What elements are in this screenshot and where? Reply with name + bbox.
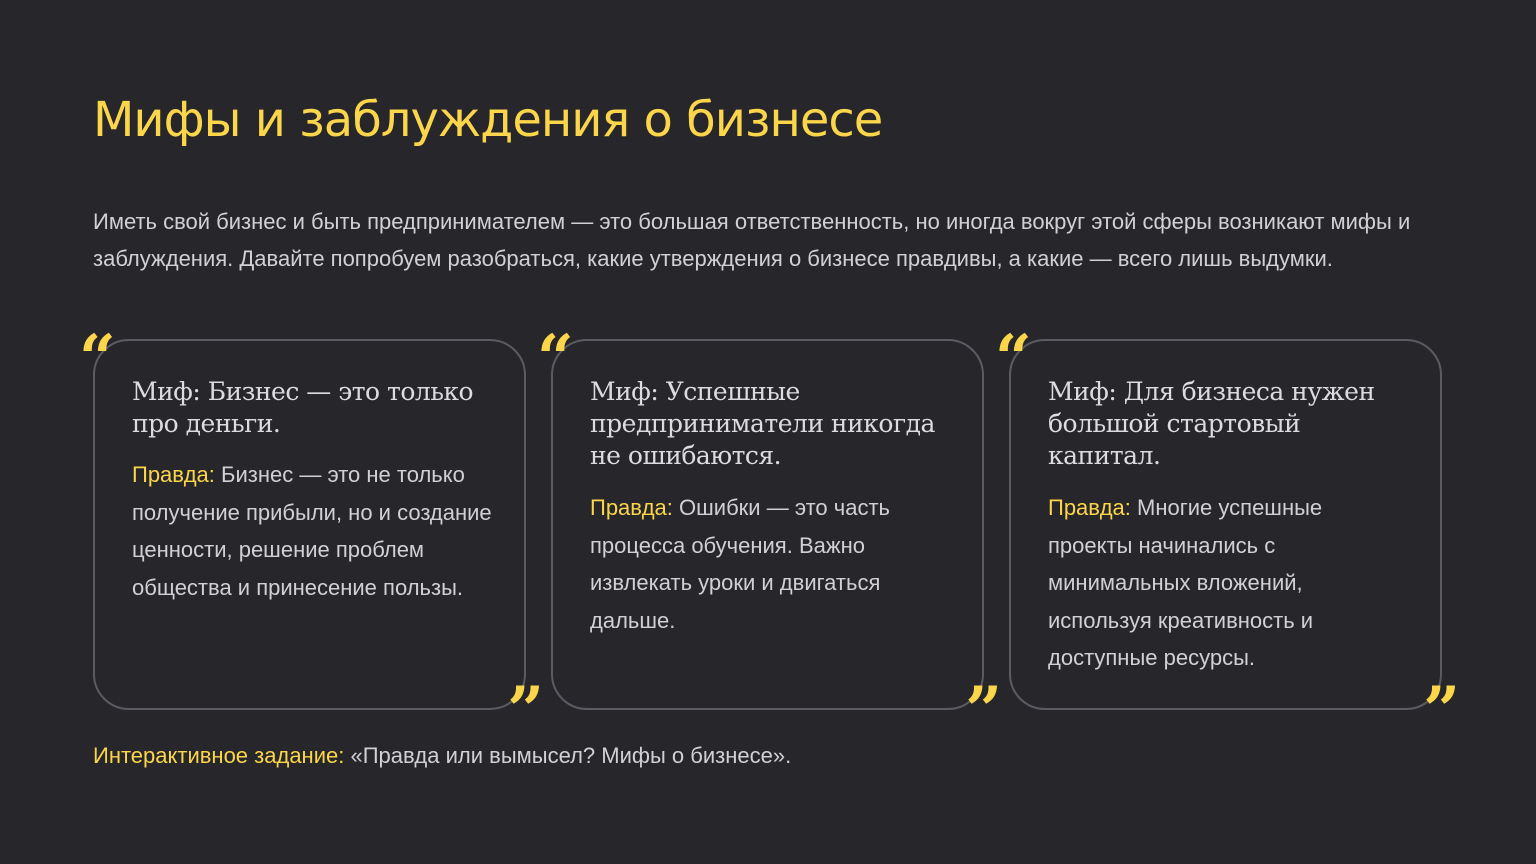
myth-statement: Миф: Бизнес — это только про деньги. [132, 377, 474, 438]
close-quote-icon: ” [507, 673, 541, 748]
myth-statement: Миф: Успешные предприниматели никогда не ошибаются. [590, 377, 935, 470]
myth-card-3 [995, 321, 1457, 748]
truth-label: Правда: [590, 495, 673, 520]
task-label: Интерактивное задание: [93, 743, 345, 768]
close-quote-icon: ” [1423, 673, 1457, 748]
myth-card-2 [537, 321, 999, 748]
close-quote-icon: ” [965, 673, 999, 748]
intro-paragraph: Иметь свой бизнес и быть предпринимателем — это большая ответственность, но иногда вокруг этой сферы возникают мифы и заблуждения. Давайте попробуем разобраться, какие утверждения о бизнесе правдивы, а какие — всего лишь выдумки. [93, 209, 1411, 271]
myth-statement: Миф: Для бизнеса нужен большой стартовый капитал. [1048, 377, 1375, 470]
truth-text: Ошибки — это часть процесса обучения. Важно извлекать уроки и двигаться дальше. [590, 495, 890, 633]
open-quote-icon: “ [537, 321, 571, 396]
slide-title: Мифы и заблуждения о бизнесе [93, 92, 883, 148]
task-text: «Правда или вымысел? Мифы о бизнесе». [344, 743, 792, 768]
truth-text: Многие успешные проекты начинались с минимальных вложений, используя креативность и доступные ресурсы. [1048, 495, 1323, 670]
truth-label: Правда: [132, 462, 215, 487]
truth-text: Бизнес — это не только получение прибыли, но и создание ценности, решение проблем общества и принесение пользы. [132, 462, 492, 600]
truth-statement [590, 489, 950, 639]
open-quote-icon: “ [995, 321, 1029, 396]
open-quote-icon: “ [79, 321, 113, 396]
myth-card-1 [79, 321, 541, 748]
truth-statement [132, 456, 492, 606]
interactive-task [93, 739, 791, 773]
truth-statement [1048, 489, 1408, 677]
truth-label: Правда: [1048, 495, 1131, 520]
